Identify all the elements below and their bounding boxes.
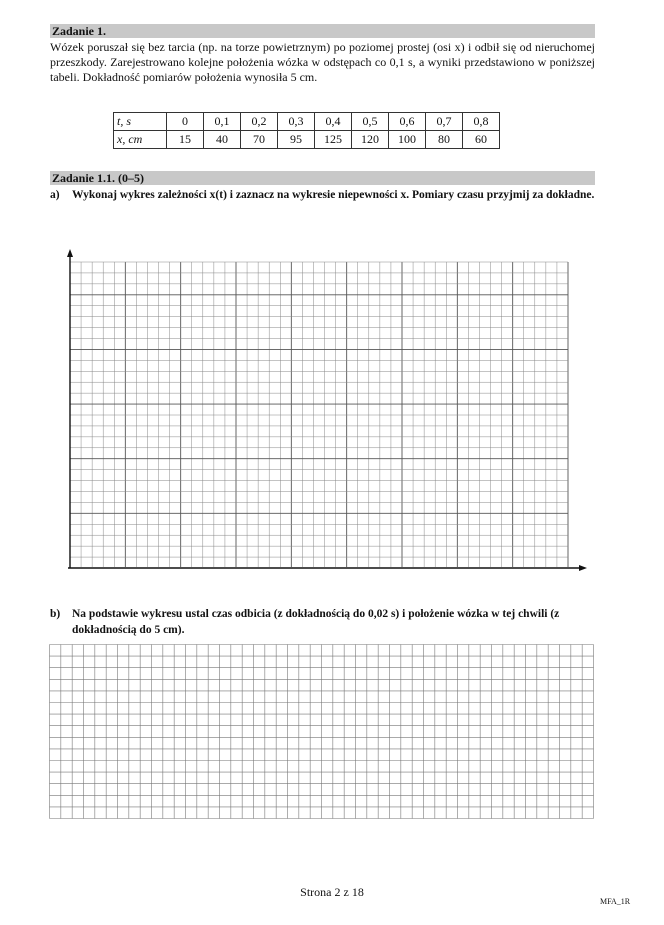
graph-grid[interactable] (60, 248, 590, 578)
table-cell-time: 0,4 (315, 113, 352, 131)
table-cell-position: 15 (167, 131, 204, 149)
table-cell-time: 0,7 (426, 113, 463, 131)
question-b-text: Na podstawie wykresu ustal czas odbicia (z dokładnością do 0,02 s) i położenie wózka w tej chwili (z dokładnością do 5 cm). (72, 608, 560, 636)
question-a-text: Wykonaj wykres zależności x(t) i zaznacz na wykresie niepewności x. Pomiary czasu przyjmij za dokładne. (72, 189, 595, 201)
table-cell-time: 0,8 (463, 113, 500, 131)
table-cell-position: 70 (241, 131, 278, 149)
table-cell-position: 95 (278, 131, 315, 149)
table-cell-position: 120 (352, 131, 389, 149)
table-cell-position: 125 (315, 131, 352, 149)
table-cell-position: 60 (463, 131, 500, 149)
table-cell-time: 0,3 (278, 113, 315, 131)
table-row-time (114, 113, 500, 131)
x-axis-arrow-icon (579, 565, 587, 571)
table-cell-position: 40 (204, 131, 241, 149)
measurement-table (113, 112, 500, 149)
table-cell-time: 0,5 (352, 113, 389, 131)
task-intro: Wózek poruszał się bez tarcia (np. na torze powietrznym) po poziomej prostej (osi x) i odbił się od nieruchomej przeszkody. Zarejestrowano kolejne położenia wózka w odstępach co 0,1 s, a wyniki przedstawiono w poniższej tabeli. Dokładność pomiarów położenia wynosiła 5 cm. (50, 40, 595, 84)
page-number: Strona 2 z 18 (300, 885, 364, 899)
question-b (50, 606, 598, 638)
exam-code: MFA_1R (600, 897, 631, 906)
table-cell-time: 0,1 (204, 113, 241, 131)
question-a-label: a) (50, 189, 60, 201)
table-row-position (114, 131, 500, 149)
y-axis-arrow-icon (67, 249, 73, 257)
table-cell-time: 0,2 (241, 113, 278, 131)
question-b-label: b) (50, 608, 61, 620)
table-cell-label: x, cm (114, 131, 167, 149)
table-cell-time: 0 (167, 113, 204, 131)
table-cell-position: 100 (389, 131, 426, 149)
subtask-title: Zadanie 1.1. (0–5) (50, 171, 595, 185)
table-cell-time: 0,6 (389, 113, 426, 131)
answer-grid[interactable] (49, 644, 595, 820)
table-cell-position: 80 (426, 131, 463, 149)
question-a (50, 187, 598, 203)
table-cell-label: t, s (114, 113, 167, 131)
task-title: Zadanie 1. (50, 24, 595, 38)
